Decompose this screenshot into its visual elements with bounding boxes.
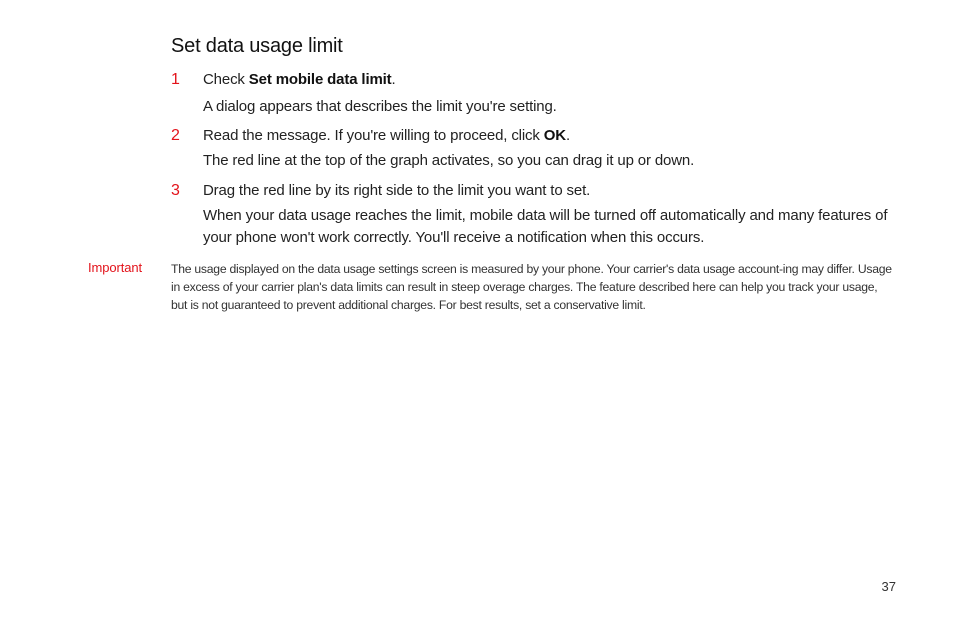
important-note: The usage displayed on the data usage settings screen is measured by your phone. Your carrier's data usage account-ing may differ. Usage in excess of your carrier plan's data limits can result in steep overage charges. The feature described here can help you track your usage, but is not guaranteed to prevent additional charges. For best results, set a conservative limit. <box>171 262 892 312</box>
step-instruction-post: . <box>391 71 396 88</box>
step-body <box>203 71 893 118</box>
step-instruction <box>203 127 893 145</box>
step-instruction-bold: OK <box>543 127 566 144</box>
step-body <box>203 127 893 172</box>
step-result: The red line at the top of the graph activates, so you can drag it up or down. <box>203 152 695 169</box>
step-result: A dialog appears that describes the limit you're setting. <box>203 98 557 115</box>
step-instruction <box>203 182 893 200</box>
page-title: Set data usage limit <box>171 35 343 57</box>
step-instruction-pre: Check <box>203 71 249 88</box>
step-body <box>203 182 893 249</box>
step-instruction-bold: Set mobile data limit <box>248 71 392 88</box>
step-number: 2 <box>171 127 180 144</box>
step-instruction-pre: Drag the red line by its right side to the limit you want to set. <box>203 182 591 199</box>
important-label: Important <box>88 260 143 275</box>
step-result: When your data usage reaches the limit, mobile data will be turned off automatically and many features of your phone won't work correctly. You'll receive a notification when this occurs. <box>203 207 888 246</box>
step-instruction-post: . <box>565 127 571 144</box>
step-instruction <box>203 71 893 89</box>
step-number: 1 <box>171 71 180 88</box>
step-instruction-pre: Read the message. If you're willing to proceed, click <box>203 127 544 144</box>
step-number: 3 <box>171 182 180 199</box>
page-number: 37 <box>881 579 896 594</box>
